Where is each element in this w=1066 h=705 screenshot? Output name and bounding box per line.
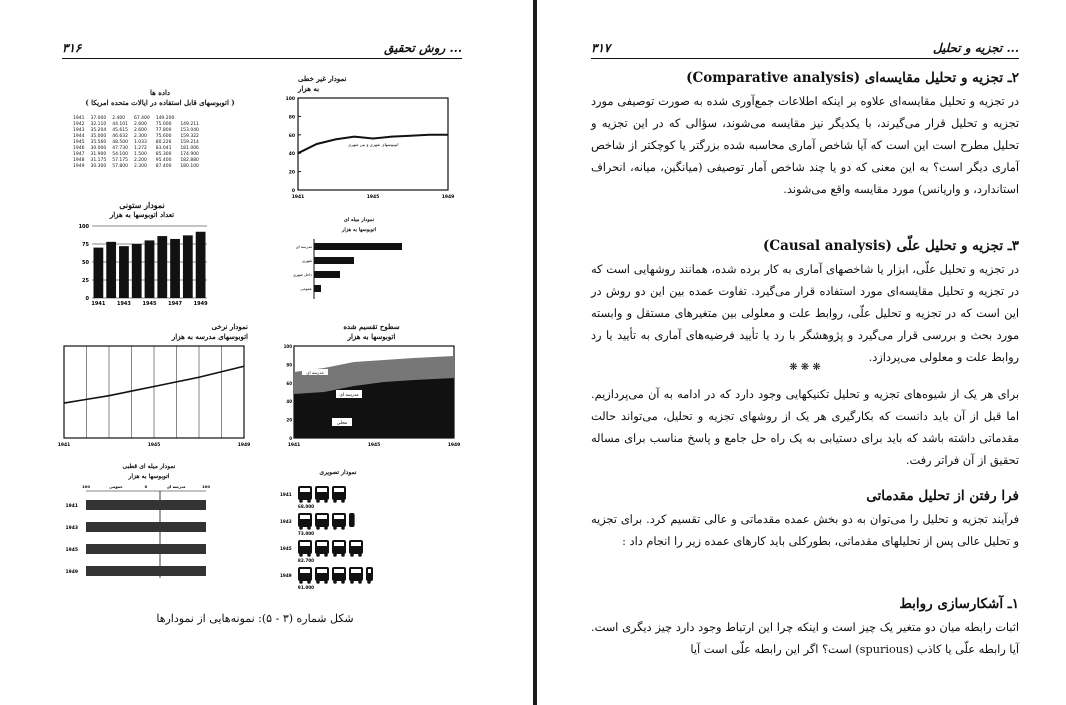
- bus-wheel: [341, 526, 345, 530]
- category-label: مدرسه ای: [295, 244, 312, 249]
- y-tick-label: 100: [78, 224, 89, 230]
- bus-wheel: [324, 526, 328, 530]
- deviation-bar: [86, 500, 206, 510]
- bus-icon: [332, 540, 346, 557]
- x-tick-label: 1943: [116, 301, 131, 307]
- table-row: [70, 164, 202, 170]
- pictogram-year: 1943: [280, 519, 292, 524]
- section-body: در تجزیه و تحلیل مقایسه‌ای علاوه بر اینکه اطلاعات جمع‌آوری شده به صورت توصیفی مورد تجزیه و تحلیل قرار می‌گیرند، با یکدیگر نیز مقایسه می‌شوند، سؤالی که در این تجزیه و تحلیل مطرح است این است که آیا شاخص آماری محاسبه شده بزرگتر یا کوچکتر از شاخص آماری دیگر است؟ به این معنی که دو یا چند شاخص آمار توصیفی (میانگین، میانه، انحراف استاندارد، و واریانس) مورد مقایسه واقع می‌شوند.: [591, 95, 1019, 196]
- y-tick-label: 20: [288, 170, 295, 176]
- x-tick-label: 1949: [447, 443, 461, 448]
- pictogram-year: 1941: [280, 492, 292, 497]
- table-cell: 37.000: [90, 116, 107, 121]
- y-tick-label: 60: [288, 133, 295, 139]
- line-chart-title: نمودار غیر خطی: [298, 74, 347, 83]
- table-cell: 57.175: [112, 158, 128, 163]
- header-label: 0: [144, 484, 148, 489]
- y-tick-label: 80: [286, 362, 292, 368]
- table-cell: 57.800: [112, 164, 128, 169]
- pictogram-figure: [278, 468, 398, 594]
- column-chart-subtitle: تعداد اتوبوسها به هزار: [109, 210, 175, 219]
- deviation-bar: [86, 566, 206, 576]
- header-label: 100: [202, 484, 210, 489]
- column-bar: [106, 242, 116, 298]
- x-tick-label: 1947: [168, 301, 183, 307]
- section-heading: ۳ـ تجزیه و تحلیل علّی (Causal analysis): [762, 238, 1019, 254]
- bus-window: [300, 569, 310, 573]
- hbar-chart: [284, 235, 434, 300]
- area-chart-figure: [284, 322, 459, 450]
- bus-icon: [298, 486, 312, 503]
- hbar: [314, 257, 354, 264]
- category-label: 1949: [65, 570, 78, 575]
- table-cell: 32.110: [90, 122, 107, 127]
- area-label: محلی: [336, 421, 348, 426]
- bus-wheel: [333, 526, 337, 530]
- book-spine: [533, 0, 537, 705]
- section-heading: ۲ـ تجزیه و تحلیل مقایسه‌ای (Comparative analysis): [686, 70, 1019, 86]
- x-tick-label: 1941: [91, 301, 106, 307]
- bus-window: [300, 542, 310, 546]
- bus-window: [351, 542, 361, 546]
- table-cell: 31.175: [90, 158, 107, 163]
- table-cell: 1944: [73, 134, 85, 139]
- table-cell: 47.730: [112, 146, 128, 151]
- category-label: شهری: [302, 258, 312, 263]
- table-cell: 75.000: [155, 122, 172, 127]
- x-tick-label: 1945: [366, 195, 380, 200]
- bus-wheel: [299, 580, 303, 584]
- bus-icon: [315, 567, 329, 584]
- bus-wheel: [341, 499, 345, 503]
- table-cell: 87.400: [155, 164, 172, 169]
- bus-icon: [298, 513, 312, 530]
- category-label: داخل شهری: [292, 272, 312, 277]
- column-chart: [72, 220, 212, 308]
- header-label: عمومی: [109, 484, 123, 489]
- pictogram-year: 1949: [280, 573, 292, 578]
- pictogram-value: 68.000: [297, 504, 315, 509]
- table-cell: 1941: [73, 116, 85, 121]
- table-cell: 31.900: [90, 152, 107, 157]
- column-bar: [94, 248, 104, 298]
- bus-window: [334, 515, 344, 519]
- y-tick-label: 40: [286, 399, 292, 405]
- bus-window: [368, 569, 371, 573]
- section-comparative-analysis: [591, 68, 1019, 201]
- table-cell: 30.000: [90, 146, 107, 151]
- bus-icon: [298, 540, 312, 557]
- bus-wheel: [307, 526, 311, 530]
- column-bar: [157, 236, 167, 298]
- table-cell: 2.200: [133, 158, 147, 163]
- bus-icon: [332, 513, 346, 530]
- bus-window: [317, 542, 327, 546]
- table-cell: 35.560: [90, 140, 107, 145]
- y-tick-label: 20: [286, 417, 292, 423]
- pictogram-value: 91.000: [297, 585, 315, 590]
- y-tick-label: 100: [283, 344, 292, 349]
- x-tick-label: 1945: [147, 443, 161, 448]
- bus-wheel: [341, 580, 345, 584]
- table-cell: 1946: [73, 146, 85, 151]
- x-tick-label: 1949: [193, 301, 208, 307]
- bus-wheel: [299, 526, 303, 530]
- x-tick-label: 1941: [57, 443, 71, 448]
- data-table: [70, 116, 202, 170]
- table-cell: 2.300: [133, 134, 147, 139]
- right-page: [539, 0, 1066, 705]
- hbar-chart-figure: [284, 215, 434, 300]
- category-label: عمومی: [300, 286, 312, 291]
- bus-wheel: [324, 580, 328, 584]
- bus-window: [317, 569, 327, 573]
- bus-wheel: [341, 553, 345, 557]
- y-tick-label: 25: [82, 278, 89, 284]
- bus-wheel: [307, 580, 311, 584]
- bus-window: [351, 569, 361, 573]
- category-label: 1945: [65, 548, 78, 553]
- table-cell: 174.900: [180, 152, 199, 157]
- table-subtitle: ( اتوبوسهای قابل استفاده در ایالات متحده امریکا ): [85, 98, 235, 107]
- y-tick-label: 50: [82, 260, 89, 266]
- y-tick-label: 0: [85, 296, 89, 302]
- hbar-chart-subtitle: اتوبوسها به هزار: [341, 227, 377, 233]
- pictogram: [278, 478, 398, 596]
- section-heading: ۱ـ آشکارسازی روابط: [899, 596, 1019, 612]
- header-label: 100: [82, 484, 90, 489]
- bus-icon: [332, 567, 346, 584]
- table-cell: 153.040: [180, 128, 199, 133]
- column-bar: [170, 239, 180, 298]
- deviation-chart-title: نمودار میله ای قطبی: [122, 463, 176, 470]
- bus-window: [317, 515, 327, 519]
- table-cell: 180.100: [180, 164, 199, 169]
- bus-icon: [315, 513, 329, 530]
- series-label: اتوبوسهای شهری و بین شهری: [348, 142, 399, 147]
- ratio-chart-figure: [57, 322, 251, 450]
- bus-wheel: [307, 499, 311, 503]
- section-heading: فرا رفتن از تحلیل مقدماتی: [866, 488, 1019, 504]
- bus-icon: [366, 567, 373, 584]
- bus-icon: [315, 540, 329, 557]
- bus-wheel: [358, 553, 362, 557]
- table-cell: 1947: [73, 152, 85, 157]
- hbar: [314, 243, 402, 250]
- bus-icon: [332, 486, 346, 503]
- pictogram-year: 1945: [280, 546, 292, 551]
- column-chart-title: نمودار ستونی: [119, 200, 165, 210]
- deviation-chart-figure: [56, 462, 242, 580]
- data-table-figure: [70, 88, 250, 170]
- bus-wheel: [358, 580, 362, 584]
- y-tick-label: 0: [289, 436, 292, 441]
- table-cell: 2.400: [112, 116, 126, 121]
- y-tick-label: 40: [288, 152, 295, 158]
- table-cell: 159.322: [180, 134, 199, 139]
- hbar: [314, 271, 340, 278]
- bus-window: [317, 488, 327, 492]
- header-label: مدرسه ای: [166, 484, 186, 489]
- table-cell: 1.272: [133, 146, 147, 151]
- area-chart-title: سطوح تقسیم شده: [343, 322, 400, 331]
- table-cell: 45.615: [112, 128, 128, 133]
- table-cell: 67.400: [133, 116, 150, 121]
- table-cell: 1949: [73, 164, 85, 169]
- column-bar: [119, 246, 129, 298]
- bus-wheel: [299, 553, 303, 557]
- section-techniques: [591, 381, 1019, 472]
- bus-icon: [349, 567, 363, 584]
- bus-window: [334, 569, 344, 573]
- hbar: [314, 285, 321, 292]
- pictogram-title: نمودار تصویری: [319, 469, 357, 476]
- bus-wheel: [307, 553, 311, 557]
- table-title: داده ها: [149, 88, 171, 97]
- ratio-chart: [57, 342, 251, 448]
- table-cell: 35.204: [90, 128, 107, 133]
- column-chart-figure: [72, 200, 212, 308]
- bus-wheel: [333, 553, 337, 557]
- area-chart: [284, 342, 459, 448]
- table-cell: 48.500: [112, 140, 128, 145]
- bus-wheel: [316, 499, 320, 503]
- section-body: در تجزیه و تحلیل علّی، ابزار یا شاخصهای آماری به کار برده شده، همانند روشهایی است که در تجزیه و تحلیل مقایسه‌ای مورد استفاده قرار می‌گیرد. تفاوت عمده بین این دو روش در این است که در تجزیه و تحلیل علّی، روابط علت و معلولی بین متغیرهای مستقل و وابسته مورد بحث و بررسی قرار می‌گیرد و پژوهشگر با رد یا تأیید فرضیه‌های آماری به تأیید یا رد روابط علت و معلولی می‌پردازد.: [591, 263, 1019, 364]
- column-bar: [183, 235, 193, 298]
- bus-icon: [315, 486, 329, 503]
- section-body: فرآیند تجزیه و تحلیل را می‌توان به دو بخش عمده مقدماتی و عالی تقسیم کرد. برای تجزیه و تحلیل عالی پس از تحلیلهای مقدماتی، بطورکلی باید کارهای عمده زیر را انجام داد :: [591, 513, 1019, 548]
- y-tick-label: 60: [286, 380, 292, 386]
- left-running-head: روش تحقیق ...: [384, 41, 462, 55]
- table-cell: 44.101: [112, 122, 128, 127]
- table-cell: 80.226: [155, 140, 172, 145]
- bus-wheel: [367, 580, 371, 584]
- right-page-number: ۳۱۷: [591, 41, 611, 55]
- table-cell: 181.006: [180, 146, 199, 151]
- x-tick-label: 1949: [441, 195, 455, 200]
- section-body: برای هر یک از شیوه‌های تجزیه و تحلیل تکنیکهایی وجود دارد که در ادامه به آن می‌پردازیم. اما قبل از آن باید دانست که بکارگیری هر یک از روشهای تجزیه و تحلیل، می‌تواند حالت مقدماتی داشته باشد که باید برای دستیابی به یک راه حل جامع و پاسخ مناسب برای مساله تحقیق از آن فراتر رفت.: [591, 388, 1019, 467]
- right-page-header: [591, 36, 1019, 59]
- bus-wheel: [350, 553, 354, 557]
- table-cell: 1.033: [133, 140, 147, 145]
- table-cell: 75.600: [155, 134, 172, 139]
- area-label: مدرسه ای: [306, 370, 324, 375]
- line-chart-figure: [285, 74, 460, 202]
- section-revealing-relations: [591, 594, 1019, 661]
- bus-window: [334, 488, 344, 492]
- column-bar: [145, 240, 155, 298]
- x-tick-label: 1945: [142, 301, 157, 307]
- y-tick-label: 75: [82, 242, 89, 248]
- hbar-chart-title: نمودار میله ای: [343, 217, 375, 223]
- deviation-chart-subtitle: اتوبوسها به هزار: [128, 473, 170, 480]
- area-chart-subtitle: اتوبوسها به هزار: [347, 332, 396, 341]
- bus-icon: [349, 513, 355, 527]
- table-cell: 35.000: [90, 134, 107, 139]
- table-cell: 182.880: [180, 158, 199, 163]
- table-cell: 83.041: [155, 146, 172, 151]
- bus-body: [349, 513, 355, 527]
- bus-wheel: [316, 580, 320, 584]
- table-cell: 46.632: [112, 134, 128, 139]
- table-cell: 159.214: [180, 140, 199, 145]
- column-bar: [196, 232, 206, 298]
- ratio-chart-title: نمودار نرخی: [211, 322, 248, 331]
- table-cell: 30.300: [90, 164, 107, 169]
- bus-window: [300, 488, 310, 492]
- table-cell: 2.300: [133, 164, 147, 169]
- table-cell: 54.100: [112, 152, 128, 157]
- section-separator: ❋ ❋ ❋: [789, 362, 821, 373]
- y-tick-label: 100: [285, 97, 295, 102]
- table-cell: 1.500: [133, 152, 147, 157]
- x-tick-label: 1941: [287, 443, 301, 448]
- bus-wheel: [316, 526, 320, 530]
- table-cell: 149.200: [155, 116, 175, 121]
- bus-wheel: [333, 499, 337, 503]
- bus-wheel: [324, 499, 328, 503]
- bus-icon: [349, 540, 363, 557]
- line-chart: [285, 94, 460, 200]
- x-tick-label: 1949: [237, 443, 251, 448]
- table-cell: 1945: [73, 140, 85, 145]
- bus-wheel: [316, 553, 320, 557]
- deviation-bar: [86, 522, 206, 532]
- pictogram-value: 73.000: [297, 531, 315, 536]
- area-label: مدرسه ای: [339, 393, 359, 398]
- bus-wheel: [333, 580, 337, 584]
- category-label: 1941: [65, 504, 78, 509]
- table-cell: 1943: [73, 128, 85, 133]
- pictogram-value: 82.700: [297, 558, 315, 563]
- y-tick-label: 80: [288, 115, 295, 121]
- table-cell: 95.400: [155, 158, 172, 163]
- line-chart-subtitle: به هزار: [298, 84, 320, 93]
- bus-window: [334, 542, 344, 546]
- table-cell: 1942: [73, 122, 85, 127]
- section-body: اثبات رابطه میان دو متغیر یک چیز است و اینکه چرا این ارتباط وجود دارد چیز دیگری است. آیا رابطه علّی یا کاذب (spurious) است؟ اگر این رابطه علّی است آیا: [591, 621, 1019, 656]
- bus-wheel: [324, 553, 328, 557]
- deviation-chart: [56, 482, 242, 580]
- ratio-chart-subtitle: اتوبوسهای مدرسه به هزار: [171, 332, 248, 341]
- column-bar: [132, 244, 142, 298]
- deviation-bar: [86, 544, 206, 554]
- left-page-number: ۳۱۶: [62, 41, 82, 55]
- table-cell: 85.300: [155, 152, 172, 157]
- table-cell: 1948: [73, 158, 85, 163]
- table-cell: 77.800: [155, 128, 172, 133]
- y-tick-label: 0: [291, 189, 295, 194]
- figure-caption: شکل شماره (۳ - ۵): نمونه‌هایی از نمودارها: [156, 612, 354, 625]
- bus-wheel: [299, 499, 303, 503]
- table-cell: 2.600: [133, 128, 147, 133]
- right-running-head: تجزیه و تحلیل ...: [932, 41, 1019, 55]
- bus-window: [300, 515, 310, 519]
- category-label: 1943: [65, 526, 78, 531]
- left-page-header: [62, 36, 462, 59]
- section-causal-analysis: [591, 236, 1019, 369]
- x-tick-label: 1941: [291, 195, 305, 200]
- table-cell: 2.600: [133, 122, 147, 127]
- section-beyond-preliminary: [591, 486, 1019, 553]
- table-cell: 149.211: [180, 122, 199, 127]
- x-tick-label: 1945: [367, 443, 381, 448]
- bus-icon: [298, 567, 312, 584]
- bus-wheel: [350, 580, 354, 584]
